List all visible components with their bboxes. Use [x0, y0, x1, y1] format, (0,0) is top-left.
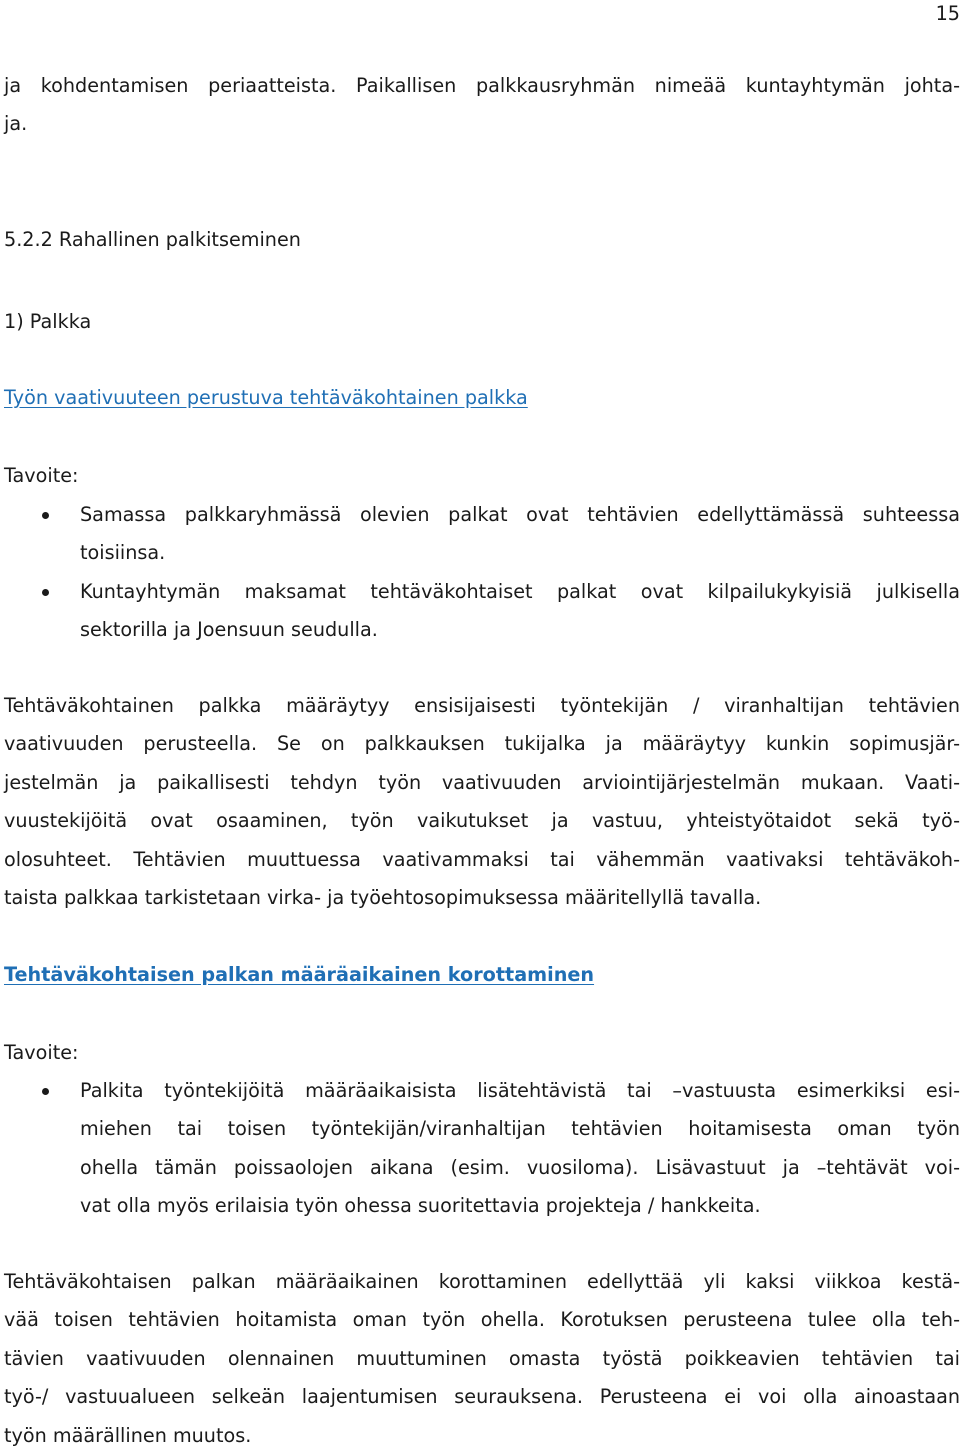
intro-line: ja.	[4, 112, 28, 136]
intro-paragraph	[4, 67, 960, 144]
paragraph-line: vaativuuden perusteella. Se on palkkauksen tukijalka ja määräytyy kunkin sopimusjär-	[4, 732, 960, 756]
paragraph-line: tävien vaativuuden olennainen muuttuminen omasta työstä poikkeavien tehtävien tai	[4, 1346, 960, 1370]
list-item	[0, 573, 960, 650]
list-item	[0, 496, 960, 573]
bullet-line: ohella tämän poissaolojen aikana (esim. vuosiloma). Lisävastuut ja –tehtävät voi-	[80, 1155, 960, 1179]
paragraph-line: vää toisen tehtävien hoitamista oman työn ohella. Korotuksen perusteena tulee olla teh-	[4, 1308, 960, 1332]
link-heading-temporary-raise[interactable]: Tehtäväkohtaisen palkan määräaikainen korottaminen	[4, 963, 595, 986]
list-item	[0, 1072, 960, 1226]
paragraph-line: Tehtäväkohtainen palkka määräytyy ensisijaisesti työntekijän / viranhaltijan tehtävien	[4, 694, 960, 717]
bullet-icon	[42, 589, 49, 596]
bullet-icon	[42, 1088, 49, 1095]
paragraph-line: taista palkkaa tarkistetaan virka- ja työehtosopimuksessa määritellyllä tavalla.	[4, 886, 762, 910]
bullet-icon	[42, 512, 49, 519]
goal-label: Tavoite:	[4, 464, 79, 487]
paragraph-line: Tehtäväkohtaisen palkan määräaikainen korottaminen edellyttää yli kaksi viikkoa kestä-	[4, 1270, 960, 1293]
intro-line: ja kohdentamisen periaatteista. Paikallisen palkkausryhmän nimeää kuntayhtymän johta-	[4, 74, 960, 97]
paragraph-line: olosuhteet. Tehtävien muuttuessa vaativammaksi tai vähemmän vaativaksi tehtäväkoh-	[4, 847, 960, 871]
section-heading: 5.2.2 Rahallinen palkitseminen	[4, 228, 301, 251]
bullet-line: Samassa palkkaryhmässä olevien palkat ovat tehtävien edellyttämässä suhteessa	[80, 503, 960, 526]
bullet-line: miehen tai toisen työntekijän/viranhaltijan tehtävien hoitamisesta oman työn	[80, 1117, 960, 1141]
paragraph-line: työ-/ vastuualueen selkeän laajentumisen seurauksena. Perusteena ei voi olla ainoastaan	[4, 1385, 960, 1409]
page-number: 15	[935, 2, 960, 25]
goal-bullet-list	[0, 496, 960, 650]
subheading: 1) Palkka	[4, 310, 92, 333]
goal-bullet-list	[0, 1072, 960, 1226]
goal-label: Tavoite:	[4, 1041, 79, 1064]
bullet-line: sektorilla ja Joensuun seudulla.	[80, 618, 378, 642]
paragraph-line: jestelmän ja paikallisesti tehdyn työn vaativuuden arviointijärjestelmän mukaan. Vaati-	[4, 770, 960, 794]
paragraph-line: työn määrällinen muutos.	[4, 1423, 252, 1447]
bullet-line: Palkita työntekijöitä määräaikaisista lisätehtävistä tai –vastuusta esimerkiksi esi-	[80, 1079, 960, 1102]
paragraph-line: vuustekijöitä ovat osaaminen, työn vaikutukset ja vastuu, yhteistyötaidot sekä työ-	[4, 809, 960, 833]
bullet-line: toisiinsa.	[80, 541, 166, 565]
body-paragraph	[4, 1263, 960, 1455]
bullet-line: Kuntayhtymän maksamat tehtäväkohtaiset palkat ovat kilpailukykyisiä julkisella	[80, 579, 960, 603]
body-paragraph	[4, 687, 960, 917]
link-heading-task-based-pay[interactable]: Työn vaativuuteen perustuva tehtäväkohtainen palkka	[4, 386, 528, 409]
bullet-line: vat olla myös erilaisia työn ohessa suoritettavia projekteja / hankkeita.	[80, 1194, 761, 1218]
